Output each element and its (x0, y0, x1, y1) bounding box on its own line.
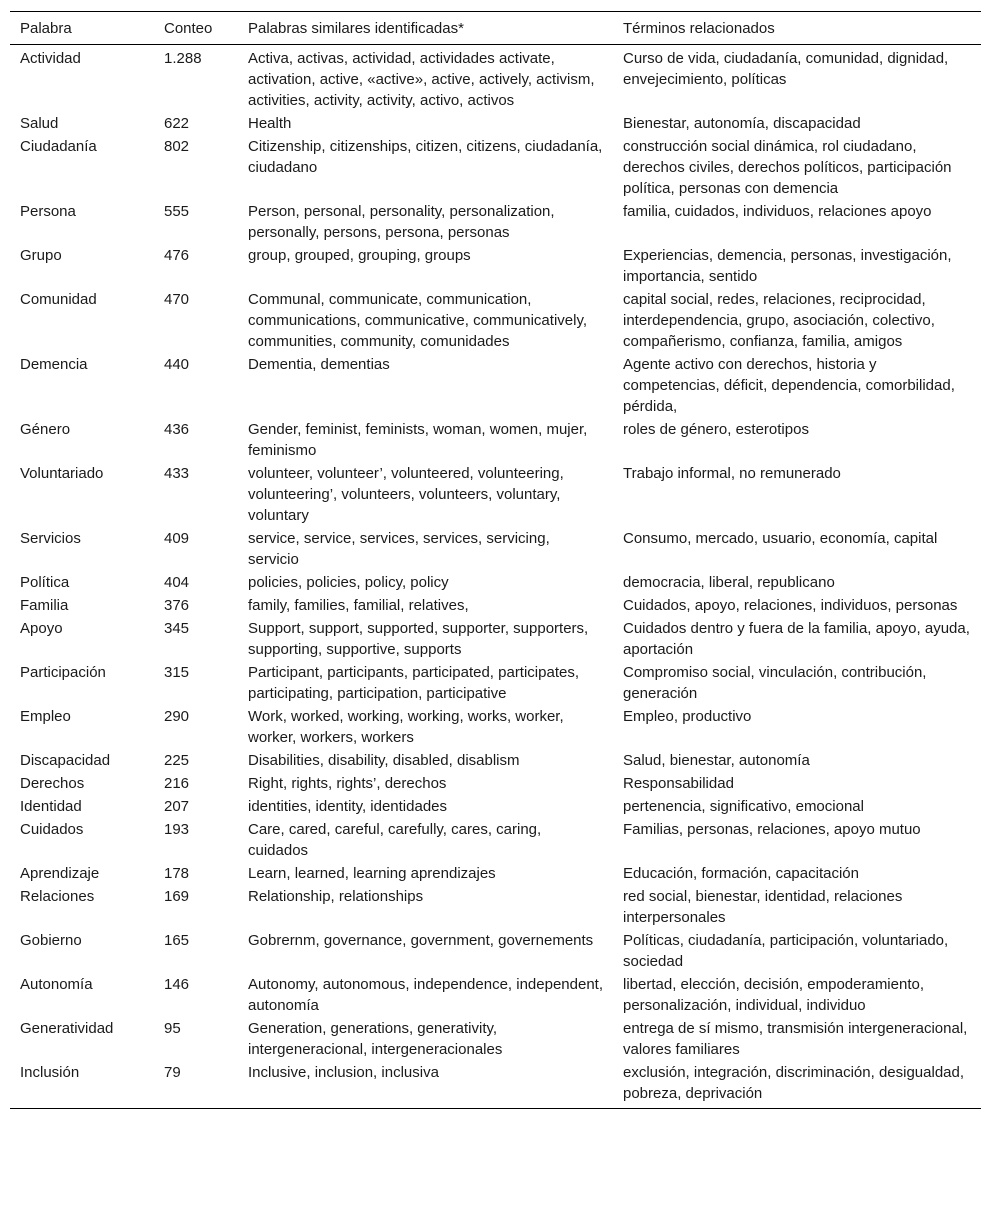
table-row (10, 818, 981, 862)
table-row (10, 353, 981, 418)
table-row (10, 462, 981, 527)
cell-terminos-relacionados: Experiencias, demencia, personas, investigación, importancia, sentido (623, 247, 952, 285)
cell-conteo: 165 (164, 932, 190, 949)
cell-palabra: Persona (20, 203, 76, 220)
cell-palabras-similares: Inclusive, inclusion, inclusiva (248, 1064, 439, 1081)
cell-conteo: 225 (164, 752, 190, 769)
cell-palabras-similares: volunteer, volunteer’, volunteered, volunteering, volunteering’, volunteers, volunteers, voluntary, voluntary (248, 465, 564, 524)
word-frequency-table-container (10, 11, 981, 1109)
cell-terminos-relacionados: Bienestar, autonomía, discapacidad (623, 115, 861, 132)
cell-terminos-relacionados: exclusión, integración, discriminación, desigualdad, pobreza, deprivación (623, 1064, 965, 1102)
cell-conteo: 193 (164, 821, 190, 838)
cell-terminos-relacionados: capital social, redes, relaciones, reciprocidad, interdependencia, grupo, asociación, colectivo, compañerismo, confianza, familia, amigos (623, 291, 935, 350)
cell-conteo: 622 (164, 115, 190, 132)
table-row (10, 795, 981, 818)
cell-palabras-similares: service, service, services, services, servicing, servicio (248, 530, 550, 568)
cell-palabra: Autonomía (20, 976, 93, 993)
cell-palabras-similares: Support, support, supported, supporter, supporters, supporting, supportive, supports (248, 620, 589, 658)
cell-terminos-relacionados: familia, cuidados, individuos, relaciones apoyo (623, 203, 932, 220)
cell-conteo: 146 (164, 976, 190, 993)
cell-conteo: 404 (164, 574, 190, 591)
cell-palabra: Relaciones (20, 888, 95, 905)
cell-conteo: 95 (164, 1020, 181, 1037)
word-frequency-table (10, 11, 981, 1109)
cell-conteo: 345 (164, 620, 190, 637)
table-row (10, 862, 981, 885)
cell-palabra: Política (20, 574, 70, 591)
cell-palabra: Familia (20, 597, 69, 614)
cell-conteo: 207 (164, 798, 190, 815)
cell-palabras-similares: Person, personal, personality, personalization, personally, persons, persona, personas (248, 203, 555, 241)
cell-conteo: 315 (164, 664, 190, 681)
table-row (10, 594, 981, 617)
cell-palabra: Salud (20, 115, 59, 132)
cell-palabras-similares: Relationship, relationships (248, 888, 424, 905)
cell-palabra: Inclusión (20, 1064, 80, 1081)
table-row (10, 200, 981, 244)
cell-terminos-relacionados: Trabajo informal, no remunerado (623, 465, 841, 482)
cell-terminos-relacionados: Cuidados, apoyo, relaciones, individuos, personas (623, 597, 958, 614)
table-row (10, 1061, 981, 1109)
table-header (10, 12, 981, 45)
table-row (10, 772, 981, 795)
table-row (10, 705, 981, 749)
cell-palabras-similares: Disabilities, disability, disabled, disablism (248, 752, 520, 769)
cell-terminos-relacionados: roles de género, esterotipos (623, 421, 809, 438)
cell-palabras-similares: Gender, feminist, feminists, woman, women, mujer, feminismo (248, 421, 588, 459)
cell-palabra: Ciudadanía (20, 138, 97, 155)
cell-conteo: 433 (164, 465, 190, 482)
cell-conteo: 802 (164, 138, 190, 155)
table-row (10, 45, 981, 113)
cell-palabra: Discapacidad (20, 752, 111, 769)
table-row (10, 973, 981, 1017)
cell-conteo: 290 (164, 708, 190, 725)
cell-palabras-similares: Gobrernm, governance, government, governements (248, 932, 594, 949)
cell-terminos-relacionados: Empleo, productivo (623, 708, 752, 725)
table-row (10, 112, 981, 135)
cell-conteo: 470 (164, 291, 190, 308)
cell-conteo: 440 (164, 356, 190, 373)
table-row (10, 527, 981, 571)
cell-terminos-relacionados: democracia, liberal, republicano (623, 574, 835, 591)
header-palabras-similares: Palabras similares identificadas* (248, 20, 464, 37)
table-body (10, 45, 981, 1109)
cell-conteo: 436 (164, 421, 190, 438)
cell-terminos-relacionados: Compromiso social, vinculación, contribución, generación (623, 664, 927, 702)
cell-terminos-relacionados: Educación, formación, capacitación (623, 865, 859, 882)
cell-terminos-relacionados: Políticas, ciudadanía, participación, voluntariado, sociedad (623, 932, 949, 970)
cell-palabra: Generatividad (20, 1020, 114, 1037)
cell-palabra: Demencia (20, 356, 88, 373)
cell-terminos-relacionados: construcción social dinámica, rol ciudadano, derechos civiles, derechos políticos, participación política, personas con demencia (623, 138, 952, 197)
cell-terminos-relacionados: Cuidados dentro y fuera de la familia, apoyo, ayuda, aportación (623, 620, 970, 658)
cell-terminos-relacionados: libertad, elección, decisión, empoderamiento, personalización, individual, individuo (623, 976, 925, 1014)
table-row (10, 929, 981, 973)
cell-palabra: Apoyo (20, 620, 63, 637)
header-palabra: Palabra (20, 20, 72, 37)
cell-palabra: Identidad (20, 798, 82, 815)
cell-terminos-relacionados: Familias, personas, relaciones, apoyo mutuo (623, 821, 921, 838)
table-row (10, 885, 981, 929)
cell-palabras-similares: Generation, generations, generativity, intergeneracional, intergeneracionales (248, 1020, 503, 1058)
cell-conteo: 409 (164, 530, 190, 547)
cell-palabras-similares: Communal, communicate, communication, communications, communicative, communicatively, communities, community, comunidades (248, 291, 588, 350)
cell-palabra: Gobierno (20, 932, 82, 949)
cell-palabras-similares: Citizenship, citizenships, citizen, citizens, ciudadanía, ciudadano (248, 138, 603, 176)
cell-terminos-relacionados: pertenencia, significativo, emocional (623, 798, 864, 815)
cell-terminos-relacionados: Salud, bienestar, autonomía (623, 752, 810, 769)
cell-palabra: Aprendizaje (20, 865, 100, 882)
cell-palabra: Empleo (20, 708, 71, 725)
table-row (10, 418, 981, 462)
cell-terminos-relacionados: Curso de vida, ciudadanía, comunidad, dignidad, envejecimiento, políticas (623, 50, 949, 88)
table-row (10, 288, 981, 353)
table-row (10, 749, 981, 772)
cell-palabra: Comunidad (20, 291, 97, 308)
cell-palabras-similares: Work, worked, working, working, works, worker, worker, workers, workers (248, 708, 564, 746)
cell-palabras-similares: Dementia, dementias (248, 356, 390, 373)
cell-conteo: 1.288 (164, 50, 202, 67)
header-terminos-relacionados: Términos relacionados (623, 20, 775, 37)
table-row (10, 135, 981, 200)
cell-palabra: Servicios (20, 530, 81, 547)
cell-palabra: Grupo (20, 247, 62, 264)
cell-palabras-similares: Health (248, 115, 292, 132)
cell-palabra: Actividad (20, 50, 81, 67)
cell-palabra: Voluntariado (20, 465, 104, 482)
table-row (10, 661, 981, 705)
cell-terminos-relacionados: Responsabilidad (623, 775, 734, 792)
cell-terminos-relacionados: Consumo, mercado, usuario, economía, capital (623, 530, 938, 547)
table-row (10, 1017, 981, 1061)
cell-palabra: Cuidados (20, 821, 84, 838)
cell-palabra: Participación (20, 664, 106, 681)
cell-conteo: 376 (164, 597, 190, 614)
cell-conteo: 476 (164, 247, 190, 264)
cell-conteo: 555 (164, 203, 190, 220)
cell-palabras-similares: Care, cared, careful, carefully, cares, caring, cuidados (248, 821, 542, 859)
cell-conteo: 79 (164, 1064, 181, 1081)
cell-palabras-similares: Participant, participants, participated, participates, participating, participation, participative (248, 664, 580, 702)
cell-palabras-similares: Right, rights, rights’, derechos (248, 775, 447, 792)
cell-palabra: Género (20, 421, 71, 438)
cell-conteo: 178 (164, 865, 190, 882)
table-row (10, 617, 981, 661)
cell-palabras-similares: group, grouped, grouping, groups (248, 247, 471, 264)
cell-terminos-relacionados: Agente activo con derechos, historia y competencias, déficit, dependencia, comorbilidad, pérdida, (623, 356, 955, 415)
cell-terminos-relacionados: red social, bienestar, identidad, relaciones interpersonales (623, 888, 903, 926)
header-row (10, 12, 981, 45)
cell-palabras-similares: Learn, learned, learning aprendizajes (248, 865, 496, 882)
header-conteo: Conteo (164, 20, 213, 37)
cell-palabras-similares: policies, policies, policy, policy (248, 574, 449, 591)
cell-conteo: 216 (164, 775, 190, 792)
cell-palabras-similares: Activa, activas, actividad, actividades activate, activation, active, «active», active, actively, activism, activities, activity, activity, activo, activos (248, 50, 595, 109)
cell-palabras-similares: Autonomy, autonomous, independence, independent, autonomía (248, 976, 603, 1014)
cell-conteo: 169 (164, 888, 190, 905)
table-row (10, 244, 981, 288)
cell-palabras-similares: family, families, familial, relatives, (248, 597, 469, 614)
cell-palabras-similares: identities, identity, identidades (248, 798, 448, 815)
cell-palabra: Derechos (20, 775, 85, 792)
table-row (10, 571, 981, 594)
cell-terminos-relacionados: entrega de sí mismo, transmisión intergeneracional, valores familiares (623, 1020, 968, 1058)
